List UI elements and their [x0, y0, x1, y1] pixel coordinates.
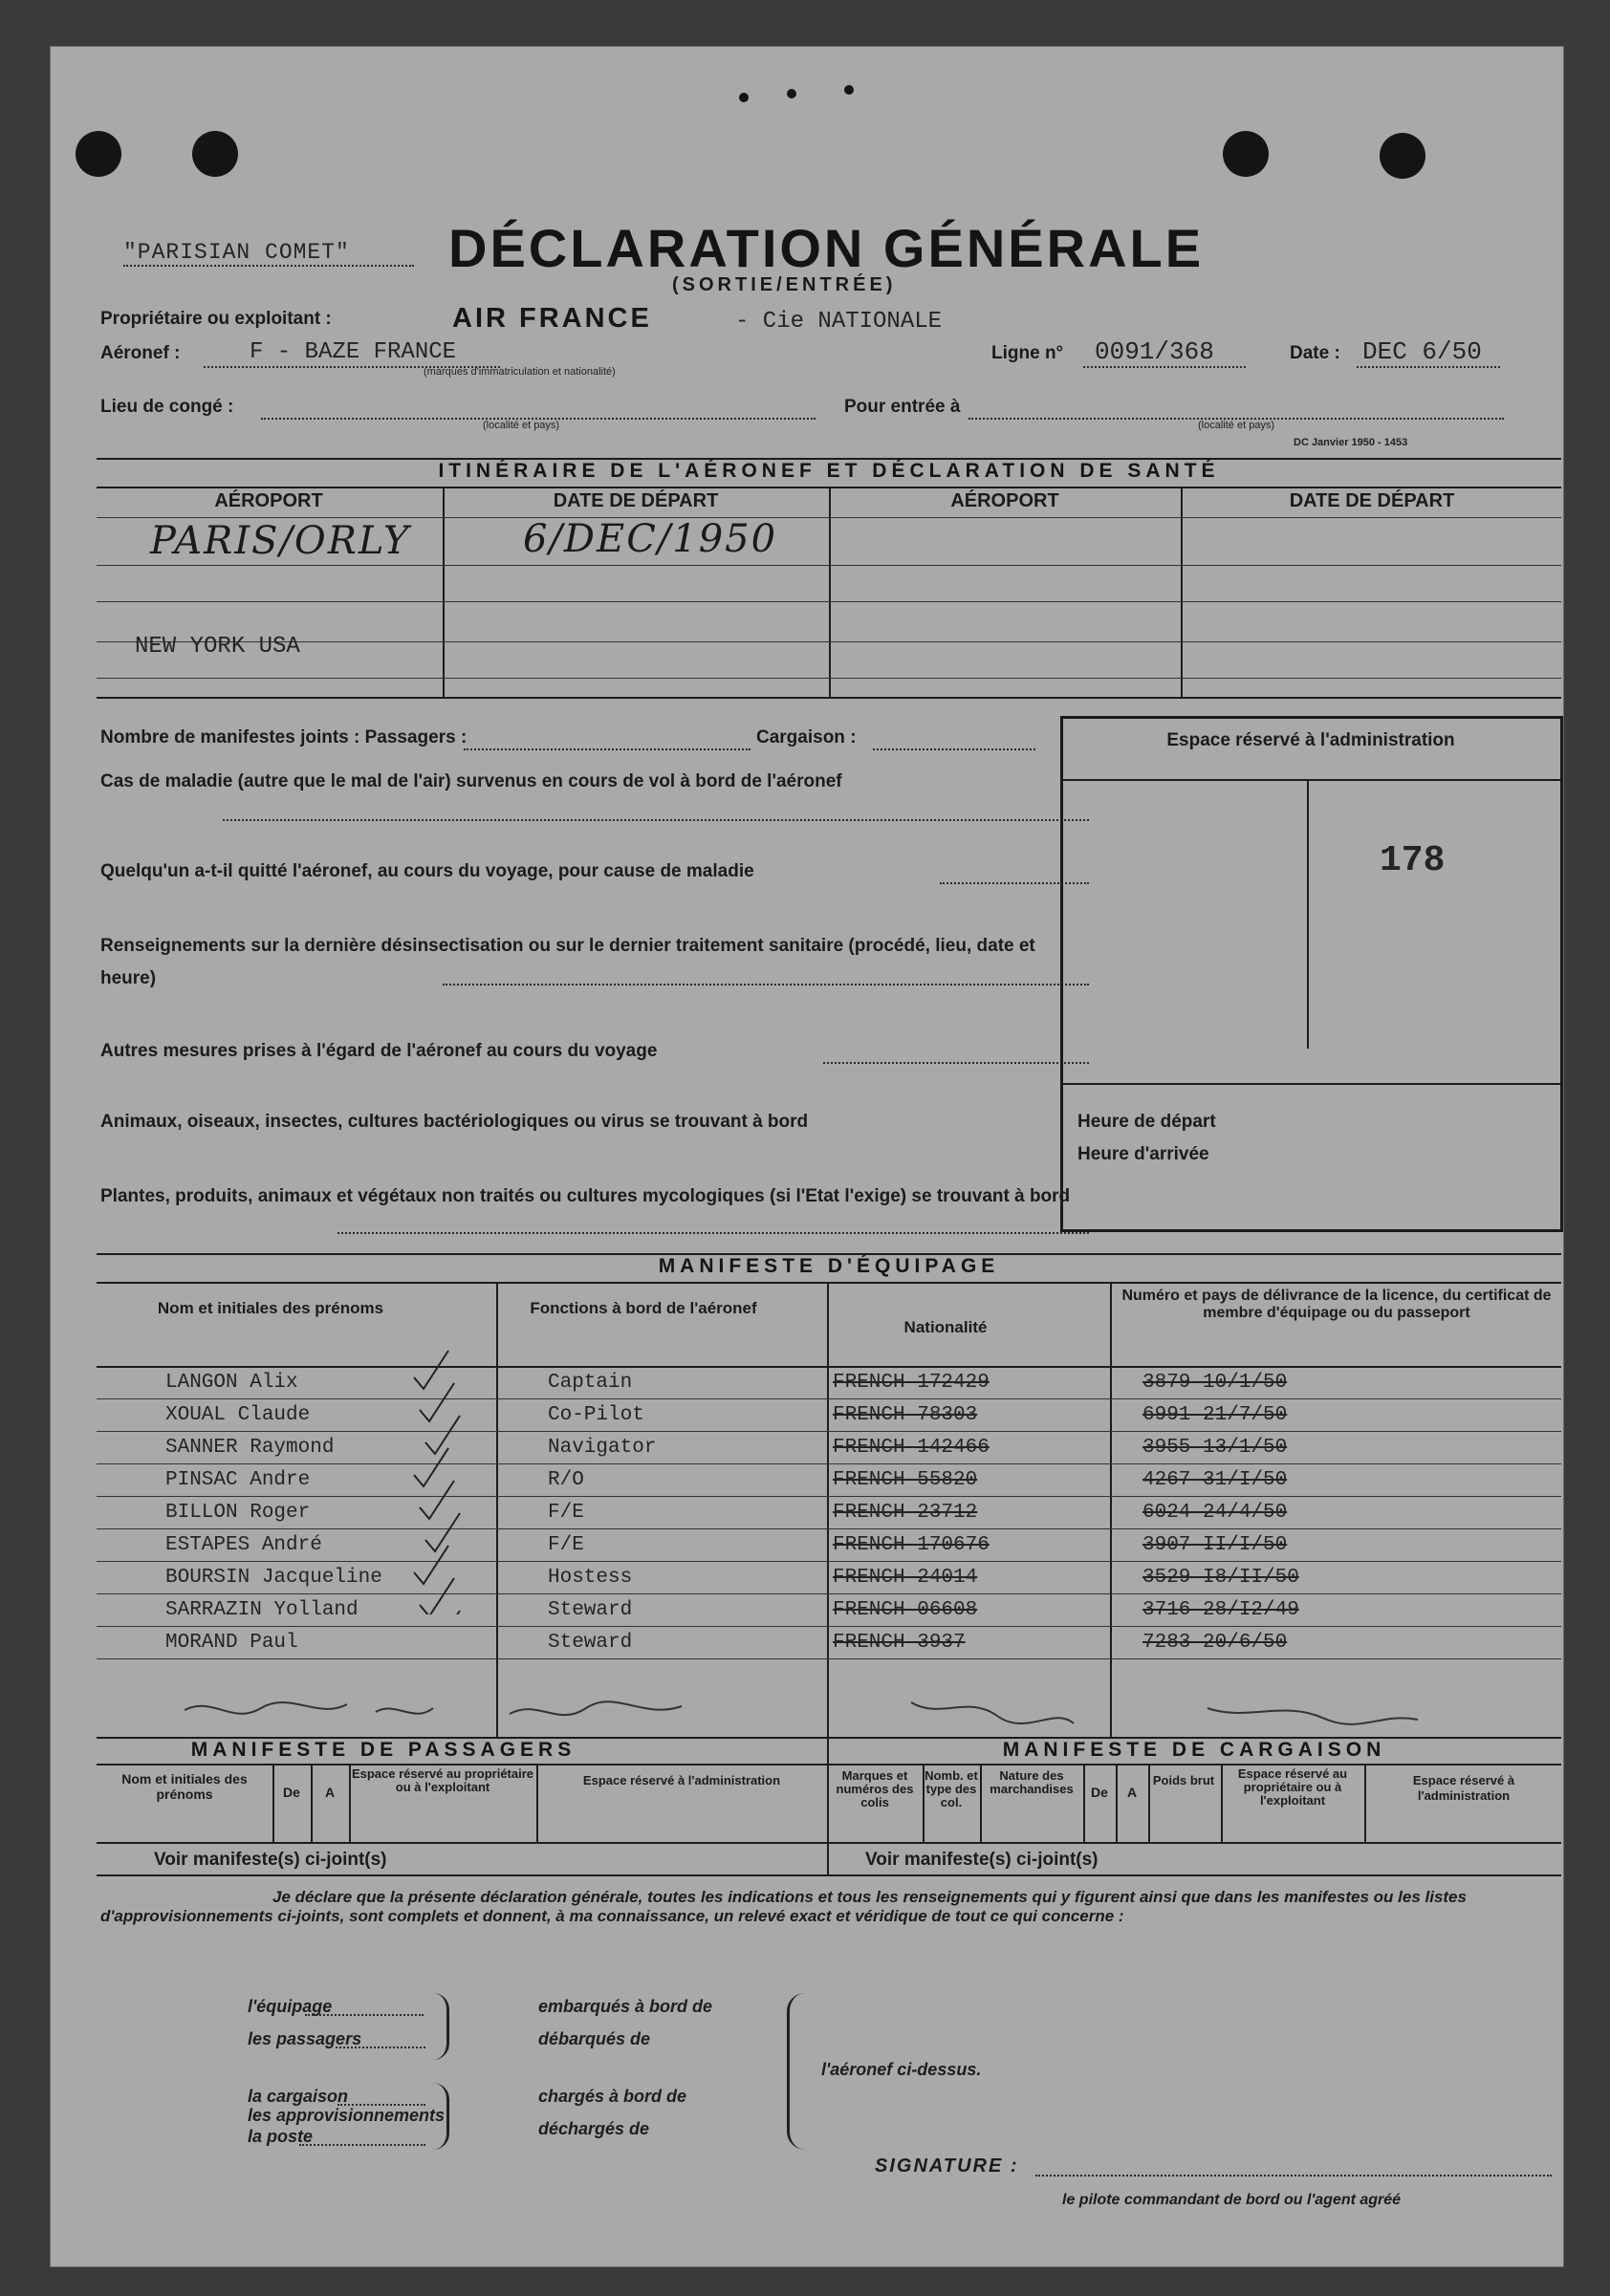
crew-title: MANIFESTE D'ÉQUIPAGE	[658, 1255, 1000, 1277]
punch-mark	[739, 93, 749, 102]
crew-name: BOURSIN Jacqueline	[165, 1567, 382, 1589]
crew-nationality: FRENCH 3937	[833, 1632, 966, 1654]
cargo-col-nature: Nature des marchandises	[990, 1768, 1074, 1796]
decl-disembarked: débarqués de	[538, 2029, 651, 2048]
punch-hole	[76, 131, 121, 177]
line-value: 0091/368	[1095, 337, 1214, 366]
decl-passengers: les passagers	[248, 2029, 362, 2048]
passenger-col-de: De	[283, 1785, 300, 1800]
crew-row-divider	[97, 1658, 1561, 1659]
crew-function: R/O	[548, 1469, 584, 1491]
passenger-col-admin: Espace réservé à l'administration	[582, 1773, 781, 1787]
crew-row-divider	[97, 1626, 1561, 1627]
form-reference: DC Janvier 1950 - 1453	[1294, 437, 1408, 448]
itinerary-date-1: 6/DEC/1950	[523, 517, 778, 561]
crew-nationality: FRENCH 78303	[833, 1404, 978, 1426]
animals-label: Animaux, oiseaux, insectes, cultures bactériologiques ou virus se trouvant à bord	[100, 1112, 809, 1132]
crew-nationality: FRENCH 55820	[833, 1469, 978, 1491]
crew-nationality: FRENCH 24014	[833, 1567, 978, 1589]
admin-box-title: Espace réservé à l'administration	[1166, 730, 1455, 750]
crew-nationality: FRENCH 172429	[833, 1372, 990, 1394]
cargo-col-admin: Espace réservé à l'administration	[1412, 1773, 1515, 1803]
cargo-footer: Voir manifeste(s) ci-joint(s)	[865, 1850, 1099, 1870]
crew-licence: 4267 31/I/50	[1142, 1469, 1288, 1491]
cargo-col-count: Nomb. et type des col.	[925, 1768, 978, 1809]
disinsect-label: Renseignements sur la dernière désinsectisation ou sur le dernier traitement sanitaire (procédé, lieu, date et heure)	[100, 936, 1035, 988]
aircraft-name: "PARISIAN COMET"	[123, 240, 350, 265]
plants-label: Plantes, produits, animaux et végétaux non traités ou cultures mycologiques (si l'Etat l'exige) se trouvant à bord	[100, 1186, 1071, 1206]
crew-name: SANNER Raymond	[165, 1437, 335, 1459]
crew-name: SARRAZIN Yolland	[165, 1599, 359, 1621]
date-label: Date :	[1290, 343, 1340, 363]
left-aircraft-label: Quelqu'un a-t-il quitté l'aéronef, au cours du voyage, pour cause de maladie	[100, 861, 754, 881]
entry-label: Pour entrée à	[844, 397, 961, 417]
decl-mail: la poste	[248, 2127, 314, 2146]
crew-name: BILLON Roger	[165, 1502, 311, 1524]
punch-mark	[844, 85, 854, 95]
decl-supplies: les approvisionnements	[248, 2106, 446, 2125]
admin-number: 178	[1380, 840, 1446, 881]
cargo-col-marks: Marques et numéros des colis	[836, 1768, 914, 1809]
decl-cargo: la cargaison	[248, 2087, 349, 2106]
crew-nationality: FRENCH 142466	[833, 1437, 990, 1459]
crew-licence: 3955 13/1/50	[1142, 1437, 1288, 1459]
crew-licence: 3716 28/I2/49	[1142, 1599, 1299, 1621]
crew-name: PINSAC Andre	[165, 1469, 311, 1491]
brace	[787, 1993, 805, 2150]
crew-nationality: FRENCH 06608	[833, 1599, 978, 1621]
crew-col-nationality: Nationalité	[903, 1318, 988, 1336]
aircraft-hint: (marques d'immatriculation et nationalité)	[424, 366, 616, 378]
itinerary-airport-1: PARIS/ORLY	[150, 519, 411, 563]
punch-hole	[192, 131, 238, 177]
itinerary-title: ITINÉRAIRE DE L'AÉRONEF ET DÉCLARATION DE SANTÉ	[438, 460, 1220, 482]
crew-row-divider	[97, 1431, 1561, 1432]
departure-place-label: Lieu de congé :	[100, 397, 234, 417]
crew-licence: 3879 10/1/50	[1142, 1372, 1288, 1394]
crew-nationality: FRENCH 23712	[833, 1502, 978, 1524]
crew-row-divider	[97, 1593, 1561, 1594]
other-measures-label: Autres mesures prises à l'égard de l'aéronef au cours du voyage	[100, 1041, 658, 1061]
crew-row-divider	[97, 1496, 1561, 1497]
decl-unloaded: déchargés de	[538, 2119, 650, 2138]
crew-col-function: Fonctions à bord de l'aéronef	[530, 1299, 757, 1317]
crew-name: LANGON Alix	[165, 1372, 298, 1394]
cargo-label: Cargaison :	[756, 727, 857, 747]
crew-name: XOUAL Claude	[165, 1404, 311, 1426]
col-airport: AÉROPORT	[214, 490, 323, 511]
crew-col-licence: Numéro et pays de délivrance de la licence, du certificat de membre d'équipage ou du passeport	[1121, 1288, 1552, 1321]
crew-function: Steward	[548, 1599, 633, 1621]
signature-label: SIGNATURE :	[875, 2155, 1019, 2177]
crew-licence: 6024 24/4/50	[1142, 1502, 1288, 1524]
crew-row-divider	[97, 1398, 1561, 1399]
owner-label: Propriétaire ou exploitant :	[100, 309, 332, 329]
illness-label: Cas de maladie (autre que le mal de l'air) survenus en cours de vol à bord de l'aéronef	[100, 771, 842, 791]
crew-function: F/E	[548, 1502, 584, 1524]
crew-row-divider	[97, 1528, 1561, 1529]
decl-loaded: chargés à bord de	[538, 2087, 687, 2106]
crew-function: Captain	[548, 1372, 633, 1394]
crew-name: ESTAPES André	[165, 1534, 322, 1556]
crew-row-divider	[97, 1463, 1561, 1464]
declaration-text: Je déclare que la présente déclaration générale, toutes les indications et tous les renseignements qui y figurent ainsi que dans les manifestes ou les listes d'approvisionnements ci-joints, sont complets et donnent, à ma connaissance, un relevé exact et véridique de tout ce qui concerne :	[100, 1888, 1467, 1925]
crew-licence: 6991 21/7/50	[1142, 1404, 1288, 1426]
crew-function: Hostess	[548, 1567, 633, 1589]
passenger-col-name: Nom et initiales des prénoms	[121, 1771, 248, 1802]
itinerary-airport-2: NEW YORK USA	[135, 634, 300, 660]
manifests-label: Nombre de manifestes joints : Passagers :	[100, 727, 468, 747]
crew-function: F/E	[548, 1534, 584, 1556]
aircraft-value: F - BAZE FRANCE	[250, 339, 457, 365]
brace	[433, 1993, 449, 2060]
brace	[433, 2083, 449, 2150]
col-airport-2: AÉROPORT	[950, 490, 1059, 511]
crew-licence: 7283 20/6/50	[1142, 1632, 1288, 1654]
passenger-footer: Voir manifeste(s) ci-joint(s)	[154, 1850, 387, 1870]
crew-licence: 3529 I8/II/50	[1142, 1567, 1299, 1589]
departure-time-label: Heure de départ	[1077, 1112, 1216, 1132]
punch-mark	[787, 89, 796, 98]
cargo-title: MANIFESTE DE CARGAISON	[1002, 1739, 1386, 1761]
check-marks	[395, 1289, 529, 1614]
crew-function: Navigator	[548, 1437, 657, 1459]
owner-value-2: - Cie NATIONALE	[735, 309, 943, 335]
aircraft-label: Aéronef :	[100, 343, 181, 363]
crew-nationality: FRENCH 170676	[833, 1534, 990, 1556]
punch-hole	[1380, 133, 1425, 179]
passenger-title: MANIFESTE DE PASSAGERS	[190, 1739, 577, 1761]
crew-col-name: Nom et initiales des prénoms	[157, 1299, 384, 1317]
crew-function: Co-Pilot	[548, 1404, 644, 1426]
punch-hole	[1223, 131, 1269, 177]
arrival-time-label: Heure d'arrivée	[1077, 1144, 1209, 1164]
cargo-col-owner: Espace réservé au propriétaire ou à l'exploitant	[1237, 1766, 1348, 1808]
cargo-col-de: De	[1091, 1785, 1108, 1800]
departure-place-hint: (localité et pays)	[483, 420, 560, 431]
signature-caption: le pilote commandant de bord ou l'agent agréé	[1062, 2192, 1402, 2208]
date-value: DEC 6/50	[1362, 337, 1482, 366]
crew-signatures-scribble	[108, 1691, 1485, 1737]
cargo-col-weight: Poids brut	[1152, 1773, 1215, 1787]
crew-licence: 3907 II/I/50	[1142, 1534, 1288, 1556]
crew-function: Steward	[548, 1632, 633, 1654]
decl-aircraft-above: l'aéronef ci-dessus.	[821, 2060, 982, 2079]
passenger-col-a: A	[324, 1785, 336, 1800]
decl-crew: l'équipage	[248, 1997, 333, 2016]
entry-hint: (localité et pays)	[1198, 420, 1275, 431]
page-subtitle: (SORTIE/ENTRÉE)	[672, 274, 897, 295]
line-label: Ligne n°	[991, 343, 1064, 363]
passenger-col-owner: Espace réservé au propriétaire ou à l'exploitant	[351, 1766, 534, 1794]
col-departure-date: DATE DE DÉPART	[553, 490, 719, 511]
document-page	[50, 46, 1564, 2267]
crew-row-divider	[97, 1561, 1561, 1562]
crew-name: MORAND Paul	[165, 1632, 298, 1654]
page-title: DÉCLARATION GÉNÉRALE	[448, 218, 1205, 278]
col-departure-date-2: DATE DE DÉPART	[1289, 490, 1455, 511]
cargo-col-a: A	[1126, 1785, 1138, 1800]
decl-embarked: embarqués à bord de	[538, 1997, 713, 2016]
owner-value: AIR FRANCE	[452, 303, 652, 334]
